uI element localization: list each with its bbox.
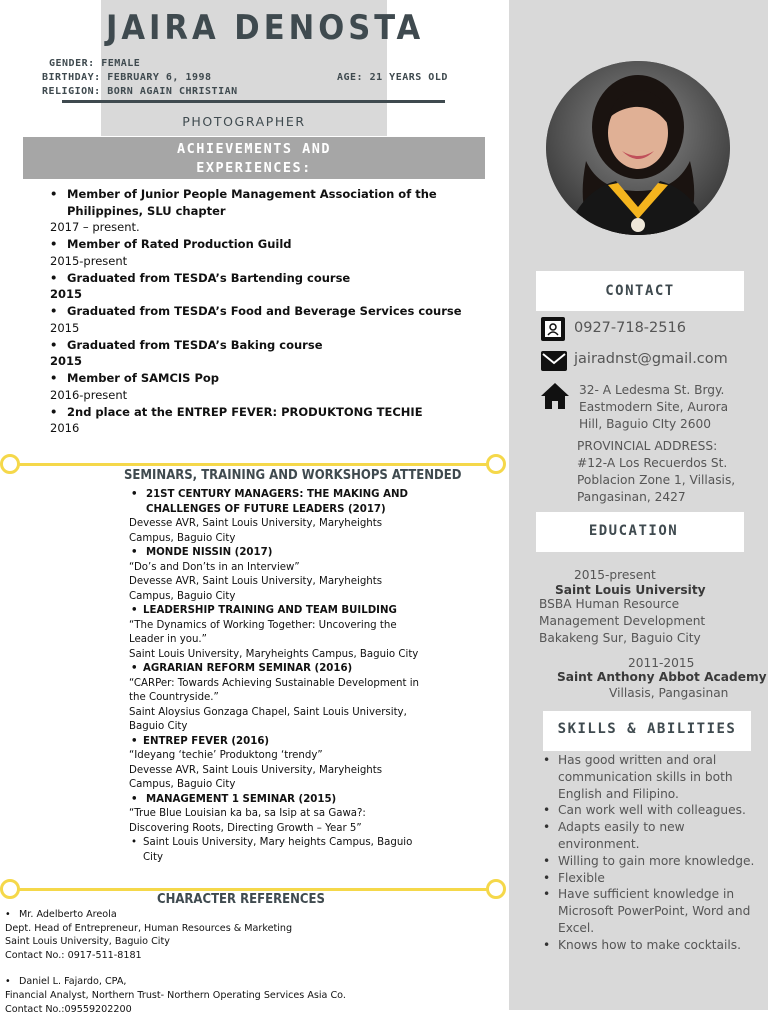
achievement-item: • Member of Junior People Management Association of the Philippines, SLU chapter: [50, 186, 480, 219]
profile-photo: [546, 61, 730, 235]
achievements-heading: [23, 140, 485, 178]
phone-book-icon: [540, 316, 566, 342]
reference-detail: Contact No.: 0917-511-8181: [5, 949, 142, 961]
home-icon: [540, 382, 570, 410]
seminars-heading: SEMINARS, TRAINING AND WORKSHOPS ATTENDED: [124, 468, 462, 483]
birthday-label: BIRTHDAY:: [42, 72, 101, 83]
seminars-divider-line: [10, 463, 498, 466]
reference-detail: Contact No.:09559202200: [5, 1003, 132, 1015]
education-2-years: 2011-2015: [628, 656, 695, 670]
header-divider: [62, 100, 445, 103]
skill-item: • Flexible: [541, 870, 756, 887]
seminar-detail: “True Blue Louisian ka ba, sa Isip at sa Gawa?: Discovering Roots, Directing Growth – Year 5”: [129, 808, 366, 834]
achievement-item: • Member of Rated Production Guild: [50, 236, 480, 253]
age-value: 21 YEARS OLD: [369, 72, 448, 83]
achievement-item: • 2nd place at the ENTREP FEVER: PRODUKTONG TECHIE: [50, 404, 480, 421]
skill-item: • Willing to gain more knowledge.: [541, 853, 756, 870]
achievement-item: • Graduated from TESDA’s Food and Beverage Services course: [50, 303, 480, 320]
education-detail: BSBA Human Resource: [539, 597, 680, 611]
seminar-title: • MANAGEMENT 1 SEMINAR (2015): [129, 793, 429, 808]
home-address: [579, 382, 728, 433]
age-line: [337, 72, 448, 83]
references-heading: CHARACTER REFERENCES: [157, 892, 325, 907]
achievements-heading-line2: EXPERIENCES:: [196, 160, 312, 176]
email-address: jairadnst@gmail.com: [574, 351, 728, 367]
skill-item: • Knows how to make cocktails.: [541, 937, 756, 954]
references-divider-right-circle: [486, 879, 506, 899]
reference-name: • Mr. Adelberto Areola: [5, 908, 425, 922]
references-list: [5, 908, 425, 1016]
religion-value: BORN AGAIN CHRISTIAN: [107, 86, 238, 97]
seminar-title: • LEADERSHIP TRAINING AND TEAM BUILDING: [129, 604, 429, 619]
religion-label: RELIGION:: [42, 86, 101, 97]
birthday-value: FEBRUARY 6, 1998: [107, 72, 212, 83]
address-line: Poblacion Zone 1, Villasis,: [577, 473, 736, 487]
reference-detail: Financial Analyst, Northern Trust- Northern Operating Services Asia Co.: [5, 989, 346, 1001]
mail-icon: [541, 351, 567, 371]
references-divider-line: [10, 888, 498, 891]
reference-name: • Daniel L. Fajardo, CPA,: [5, 975, 425, 989]
seminar-detail: “Do’s and Don’ts in an Interview”: [129, 561, 300, 573]
full-name: JAIRA DENOSTA: [106, 8, 425, 48]
address-line: Hill, Baguio CIty 2600: [579, 417, 712, 431]
address-line: Pangasinan, 2427: [577, 490, 686, 504]
address-line: #12-A Los Recuerdos St.: [577, 456, 728, 470]
education-1-years: 2015-present: [574, 568, 656, 582]
skill-item: • Have sufficient knowledge in Microsoft PowerPoint, Word and Excel.: [541, 886, 756, 936]
skills-list: [541, 752, 756, 954]
birthday-line: [42, 72, 212, 83]
skill-item: • Can work well with colleagues.: [541, 802, 756, 819]
address-line: Eastmodern Site, Aurora: [579, 400, 729, 414]
seminar-detail: Devesse AVR, Saint Louis University, Maryheights Campus, Baguio City: [129, 764, 383, 790]
achievement-year: 2015: [50, 354, 83, 369]
achievement-item: • Member of SAMCIS Pop: [50, 370, 480, 387]
gender-label: GENDER:: [49, 58, 95, 69]
references-divider-left-circle: [0, 879, 20, 899]
skill-item: • Adapts easily to new environment.: [541, 819, 756, 853]
achievement-year: 2017 – present.: [50, 220, 140, 235]
age-label: AGE:: [337, 72, 364, 83]
job-title: PHOTOGRAPHER: [182, 114, 306, 129]
achievement-item: • Graduated from TESDA’s Baking course: [50, 337, 480, 354]
achievement-year: 2015: [50, 287, 83, 302]
seminar-detail: Devesse AVR, Saint Louis University, Maryheights Campus, Baguio City: [129, 518, 383, 544]
achievements-heading-line1: ACHIEVEMENTS AND: [176, 141, 332, 157]
achievements-list: [50, 186, 480, 437]
seminar-title: • 21ST CENTURY MANAGERS: THE MAKING AND CHALLENGES OF FUTURE LEADERS (2017): [129, 488, 429, 517]
education-detail: Management Development: [539, 614, 706, 628]
phone-number: 0927-718-2516: [574, 320, 686, 336]
provincial-address-label: PROVINCIAL ADDRESS:: [577, 439, 718, 453]
seminar-detail: Saint Louis University, Maryheights Campus, Baguio City: [129, 648, 419, 660]
seminars-list: [129, 488, 429, 865]
seminars-divider-left-circle: [0, 454, 20, 474]
achievement-item: • Graduated from TESDA’s Bartending course: [50, 270, 480, 287]
achievement-year: 2016: [50, 421, 80, 436]
education-detail: Bakakeng Sur, Baguio City: [539, 631, 701, 645]
education-1-details: [539, 596, 705, 647]
seminar-detail: Saint Aloysius Gonzaga Chapel, Saint Louis University, Baguio City: [129, 706, 407, 732]
reference-spacer: [5, 962, 425, 975]
education-heading: EDUCATION: [588, 523, 679, 539]
education-2-location: Villasis, Pangasinan: [609, 686, 729, 700]
education-2-school: Saint Anthony Abbot Academy: [557, 670, 767, 684]
seminar-detail: “The Dynamics of Working Together: Uncovering the Leader in you.”: [129, 619, 397, 645]
achievement-year: 2016-present: [50, 387, 128, 402]
seminar-title: • ENTREP FEVER (2016): [129, 735, 429, 750]
seminar-detail: Devesse AVR, Saint Louis University, Maryheights Campus, Baguio City: [129, 576, 383, 602]
seminar-detail: “Ideyang ‘techie’ Produktong ‘trendy”: [129, 750, 323, 761]
education-1-school: Saint Louis University: [555, 583, 706, 597]
seminar-detail: • Saint Louis University, Mary heights Campus, Baguio City: [129, 836, 429, 865]
religion-line: [42, 86, 238, 97]
reference-detail: Saint Louis University, Baguio City: [5, 936, 170, 948]
provincial-address: [577, 438, 735, 506]
contact-heading: CONTACT: [605, 283, 675, 299]
seminar-title: • MONDE NISSIN (2017): [129, 546, 429, 561]
skills-heading: SKILLS & ABILITIES: [557, 721, 737, 737]
seminar-detail: “CARPer: Towards Achieving Sustainable Development in the Countryside.”: [129, 677, 419, 703]
seminars-divider-right-circle: [486, 454, 506, 474]
skill-item: • Has good written and oral communication skills in both English and Filipino.: [541, 752, 756, 802]
gender-line: [49, 58, 140, 69]
reference-detail: Dept. Head of Entrepreneur, Human Resources & Marketing: [5, 922, 293, 934]
seminar-title: • AGRARIAN REFORM SEMINAR (2016): [129, 662, 429, 677]
achievement-year: 2015: [50, 320, 80, 335]
address-line: 32- A Ledesma St. Brgy.: [579, 383, 725, 397]
achievement-year: 2015-present: [50, 253, 128, 268]
gender-value: FEMALE: [101, 58, 141, 69]
